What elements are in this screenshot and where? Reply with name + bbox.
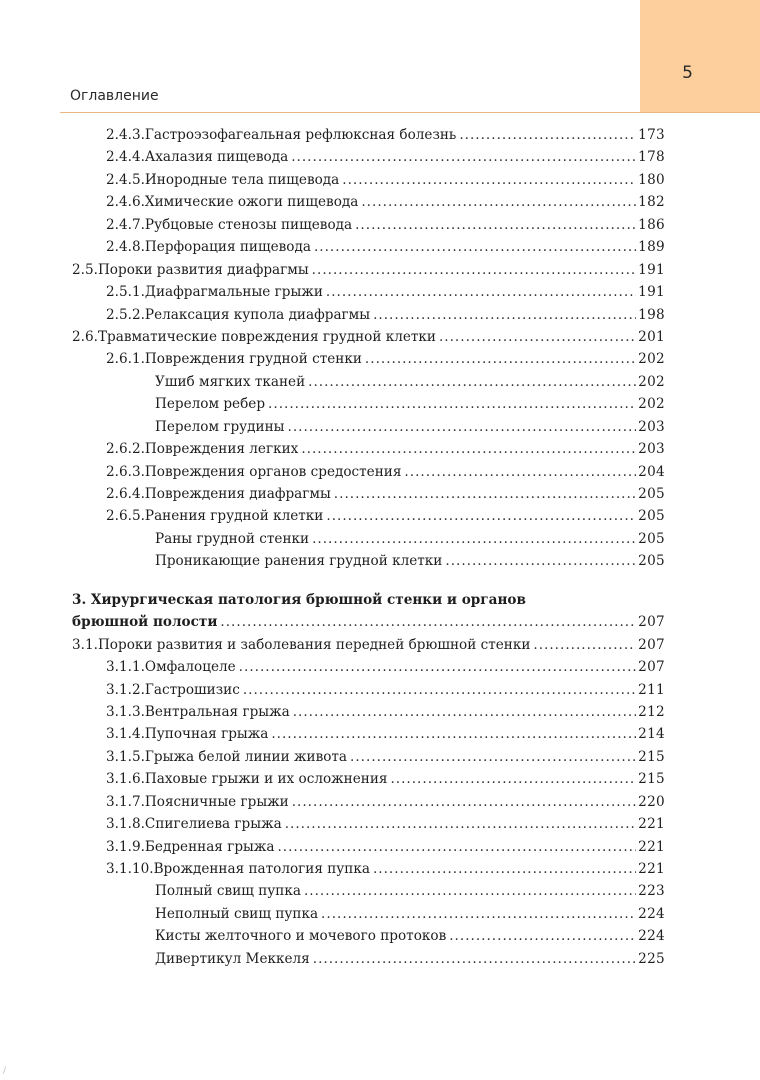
toc-entry-body [106,746,665,768]
toc-section-2 [0,124,760,573]
dot-leader [308,371,636,393]
dot-leader [321,903,636,925]
toc-entry[interactable] [0,236,760,258]
toc-entry-number: 2.4.5. [106,171,145,188]
toc-entry-body [155,550,665,572]
chapter-heading-line1[interactable]: 3. Хирургическая патология брюшной стенки и органов [72,591,526,608]
toc-entry[interactable] [0,326,760,348]
toc-entry[interactable] [0,281,760,303]
dot-leader [271,723,636,745]
dot-leader [373,858,636,880]
dot-leader [304,880,636,902]
toc-entry-body [106,169,665,191]
toc-entry-title: Пороки развития диафрагмы [97,261,309,278]
toc-entry-page-number: 191 [638,261,665,278]
toc-entry[interactable] [0,214,760,236]
page-tab [640,0,760,112]
toc-entry-title: Полный свищ пупка [155,883,301,900]
toc-entry-number: 2.5.1. [106,284,145,301]
toc-entry-number: 2.6.1. [106,351,145,368]
toc-entry[interactable] [0,124,760,146]
toc-entry-number: 2.6. [72,328,98,345]
toc-entry-title: Рубцовые стенозы пищевода [144,216,353,233]
dot-leader [292,791,636,813]
toc-entry-title: Бедренная грыжа [144,838,275,855]
table-of-contents [0,124,760,970]
dot-leader [239,656,636,678]
dot-leader [439,326,636,348]
toc-section-3 [0,634,760,971]
header-rule [60,112,760,113]
toc-entry-number: 3.1.7. [106,793,145,810]
dot-leader [533,634,636,656]
toc-entry[interactable] [0,813,760,835]
dot-leader [291,146,636,168]
toc-entry-title: Повреждения грудной стенки [144,351,362,368]
toc-entry-title: Неполный свищ пупка [155,905,319,922]
toc-entry-title: Омфалоцеле [144,659,236,676]
toc-entry[interactable] [0,528,760,550]
toc-entry-number: 3.1.5. [106,748,145,765]
toc-entry-page-number: 215 [638,748,665,765]
toc-entry-title: Пупочная грыжа [144,726,269,743]
running-head: Оглавление [70,88,159,104]
toc-entry-number: 2.4.6. [106,194,145,211]
toc-entry-number: 3.1. [72,636,98,653]
toc-entry-body [106,146,665,168]
toc-entry-number: 2.6.5. [106,508,145,525]
dot-leader [449,925,636,947]
toc-entry-body [106,768,665,790]
page-number: 5 [682,63,693,83]
toc-entry-title: Врожденная патология пупка [153,861,370,877]
toc-entry[interactable] [0,948,760,970]
toc-entry-page-number: 221 [638,861,665,877]
toc-entry-page-number: 224 [638,928,665,945]
toc-entry-title: Повреждения легких [144,441,299,458]
toc-entry-page-number: 223 [638,883,665,900]
toc-entry-number: 3.1.10. [106,861,154,877]
dot-leader [373,304,636,326]
dot-leader [312,259,636,281]
toc-entry-body [106,656,665,678]
chapter-heading-line2[interactable] [0,611,760,633]
toc-entry-number: 2.6.2. [106,441,145,458]
toc-entry-page-number: 203 [638,441,665,458]
toc-entry-body [106,348,665,370]
toc-entry-page-number: 202 [638,396,665,413]
dot-leader [220,611,636,633]
toc-entry[interactable] [0,858,760,880]
toc-entry-title: Гастрошизис [144,681,240,698]
toc-entry-number: 3.1.9. [106,838,145,855]
toc-entry-page-number: 207 [638,659,665,676]
toc-entry-number: 3.1.8. [106,816,145,833]
toc-entry-page-number: 180 [638,171,665,188]
toc-entry-title: Ушиб мягких тканей [155,373,306,390]
toc-entry-body [72,326,665,348]
toc-entry-page-number: 203 [638,418,665,435]
toc-entry-page-number: 225 [638,950,665,967]
dot-leader [288,416,637,438]
toc-entry-page-number: 220 [638,793,665,810]
dot-leader [390,768,636,790]
toc-entry-page-number: 201 [638,328,665,345]
toc-entry[interactable] [0,505,760,527]
toc-entry-title: Дивертикул Меккеля [155,950,310,967]
dot-leader [313,948,636,970]
toc-entry-body [106,791,665,813]
dot-leader [334,483,636,505]
toc-entry-page-number: 202 [638,373,665,390]
toc-entry-body [155,903,665,925]
dot-leader [350,746,636,768]
toc-entry-body [155,880,665,902]
dot-leader [314,236,636,258]
toc-entry-body [155,528,665,550]
toc-entry-title: Вентральная грыжа [144,703,290,720]
toc-entry-page-number: 205 [638,553,665,570]
toc-entry-page-number: 204 [638,463,665,480]
toc-entry-body [106,679,665,701]
toc-entry-title: Грыжа белой линии живота [144,748,348,765]
toc-entry-number: 2.6.3. [106,463,145,480]
toc-entry[interactable] [0,701,760,723]
toc-entry-body [106,236,665,258]
corner-mark: / [3,1066,7,1076]
toc-entry-title: Перелом грудины [155,418,285,435]
toc-entry-title: Пороки развития и заболевания передней брюшной стенки [97,636,531,653]
toc-entry-page-number: 221 [638,816,665,833]
toc-entry[interactable] [0,679,760,701]
toc-entry-body [155,948,665,970]
toc-entry-body [155,393,665,415]
toc-entry[interactable] [0,925,760,947]
chapter-heading-title: брюшной полости [72,614,218,631]
toc-entry-number: 2.4.8. [106,239,145,256]
toc-entry-number: 2.4.3. [106,127,145,143]
dot-leader [301,438,636,460]
toc-entry-page-number: 205 [638,530,665,547]
toc-entry-page-number: 173 [638,127,665,143]
dot-leader [268,393,636,415]
section-spacer [0,573,760,589]
toc-entry-number: 2.5.2. [106,306,145,323]
toc-entry-body [106,723,665,745]
toc-entry-page-number: 211 [638,681,665,698]
toc-entry-page-number: 214 [638,726,665,743]
dot-leader [285,813,636,835]
toc-entry-body [72,634,665,656]
toc-entry-body [155,371,665,393]
toc-entry-page-number: 186 [638,216,665,233]
toc-entry[interactable] [0,438,760,460]
toc-entry-page-number: 207 [638,636,665,653]
toc-entry-number: 2.6.4. [106,486,145,502]
chapter-page-number: 207 [638,614,665,631]
dot-leader [355,214,636,236]
toc-entry-body [106,858,665,880]
toc-entry-page-number: 191 [638,284,665,301]
toc-entry[interactable] [0,304,760,326]
toc-entry[interactable] [0,371,760,393]
dot-leader [293,701,636,723]
toc-entry-title: Ранения грудной клетки [144,508,324,525]
toc-entry-body [72,259,665,281]
toc-entry-number: 2.5. [72,261,98,278]
dot-leader [326,505,636,527]
toc-entry-page-number: 205 [638,486,665,502]
toc-entry-number: 3.1.3. [106,703,145,720]
toc-entry[interactable] [0,634,760,656]
toc-entry-body [106,836,665,858]
toc-entry-title: Химические ожоги пищевода [144,194,359,211]
toc-entry-page-number: 198 [638,306,665,323]
toc-entry-number: 3.1.4. [106,726,145,743]
toc-entry[interactable] [0,146,760,168]
toc-entry-body [155,416,665,438]
toc-entry[interactable] [0,746,760,768]
toc-entry[interactable] [0,791,760,813]
dot-leader [277,836,636,858]
toc-entry-number: 2.4.4. [106,149,145,166]
toc-entry-title: Кисты желточного и мочевого протоков [155,928,447,945]
toc-entry[interactable] [0,656,760,678]
toc-entry-title: Травматические повреждения грудной клетки [97,328,436,345]
toc-entry-page-number: 189 [638,239,665,256]
dot-leader [445,550,636,572]
dot-leader [243,679,636,701]
dot-leader [365,348,636,370]
toc-entry[interactable] [0,880,760,902]
toc-entry-body [106,701,665,723]
toc-entry-title: Инородные тела пищевода [144,171,340,188]
toc-entry-page-number: 202 [638,351,665,368]
toc-entry[interactable] [0,483,760,505]
toc-entry-title: Спигелиева грыжа [144,816,282,833]
toc-entry-title: Поясничные грыжи [144,793,289,810]
toc-entry-number: 3.1.1. [106,659,145,676]
toc-entry-page-number: 205 [638,508,665,525]
toc-entry-number: 3.1.2. [106,681,145,698]
toc-entry-body [106,461,665,483]
toc-entry-body [106,813,665,835]
toc-entry-body [106,483,665,505]
toc-entry-page-number: 178 [638,149,665,166]
toc-entry[interactable] [0,348,760,370]
toc-entry[interactable] [0,191,760,213]
toc-entry[interactable] [0,461,760,483]
toc-entry[interactable] [0,550,760,572]
toc-entry-title: Ахалазия пищевода [144,149,289,166]
toc-entry-title: Повреждения диафрагмы [144,486,331,502]
toc-entry-title: Паховые грыжи и их осложнения [144,771,388,788]
toc-entry-body [106,438,665,460]
dot-leader [404,461,636,483]
toc-entry-title: Перфорация пищевода [144,239,311,256]
toc-entry-body [155,925,665,947]
toc-entry-body [106,304,665,326]
dot-leader [326,281,636,303]
toc-entry-title: Релаксация купола диафрагмы [144,306,371,323]
toc-entry-title: Раны грудной стенки [155,530,310,547]
toc-entry[interactable] [0,903,760,925]
toc-entry[interactable] [0,836,760,858]
toc-entry[interactable] [0,416,760,438]
toc-entry-page-number: 215 [638,771,665,788]
toc-entry-page-number: 182 [638,194,665,211]
toc-entry-body [106,505,665,527]
toc-entry-page-number: 224 [638,905,665,922]
toc-entry-body [106,214,665,236]
toc-entry-body [106,281,665,303]
toc-entry-page-number: 221 [638,838,665,855]
toc-entry-title: Гастроэзофагеальная рефлюксная болезнь [144,127,457,143]
dot-leader [312,528,636,550]
toc-entry[interactable] [0,393,760,415]
toc-entry[interactable] [0,259,760,281]
toc-entry[interactable] [0,169,760,191]
toc-entry-number: 2.4.7. [106,216,145,233]
dot-leader [342,169,636,191]
toc-entry-title: Перелом ребер [155,396,266,413]
dot-leader [459,124,636,146]
toc-entry-body [106,124,665,146]
toc-entry-title: Повреждения органов средостения [144,463,402,480]
toc-entry-page-number: 212 [638,703,665,720]
dot-leader [361,191,636,213]
toc-entry-body [106,191,665,213]
toc-entry-number: 3.1.6. [106,771,145,788]
toc-entry-title: Диафрагмальные грыжи [144,284,323,301]
toc-entry[interactable] [0,768,760,790]
toc-entry[interactable] [0,723,760,745]
toc-entry-title: Проникающие ранения грудной клетки [155,553,443,570]
